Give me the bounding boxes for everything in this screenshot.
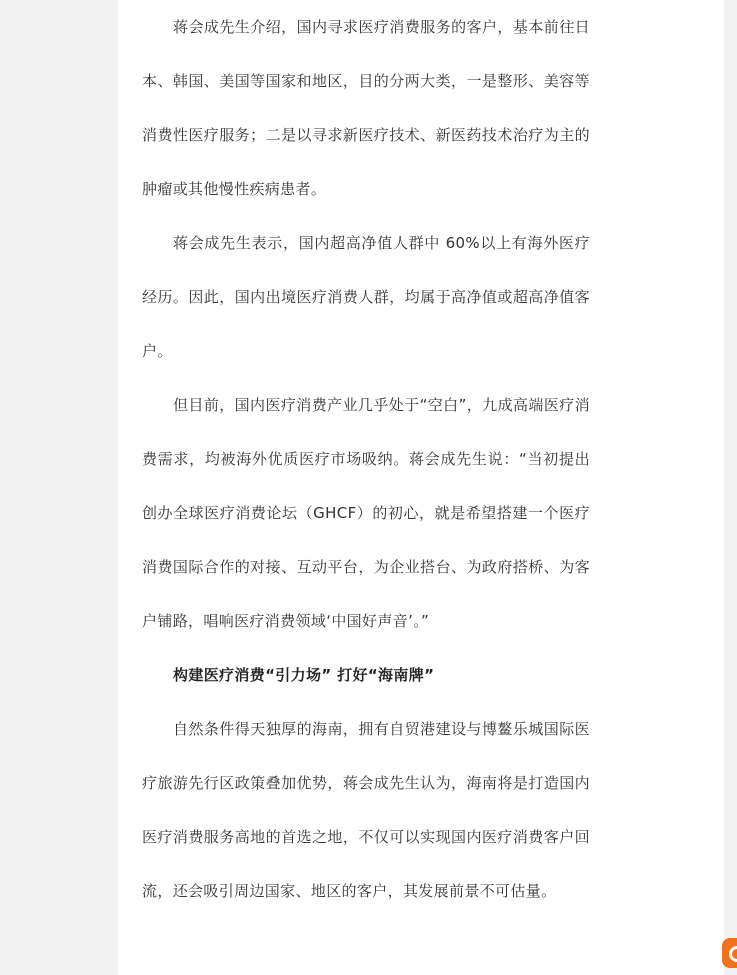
- article-body: [142, 0, 590, 918]
- floating-app-icon[interactable]: [722, 938, 737, 968]
- section-heading: 构建医疗消费“引力场” 打好“海南牌”: [173, 666, 435, 684]
- paragraph-2: 蒋会成先生表示，国内超高净值人群中 60%以上有海外医疗经历。因此，国内出境医疗消费人群，均属于高净值或超高净值客户。: [142, 234, 590, 360]
- paragraph-3: 但目前，国内医疗消费产业几乎处于“空白”，九成高端医疗消费需求，均被海外优质医疗市场吸纳。蒋会成先生说：“当初提出创办全球医疗消费论坛（GHCF）的初心，就是希望搭建一个医疗消费国际合作的对接、互动平台，为企业搭台、为政府搭桥、为客户铺路，唱响医疗消费领域‘中国好声音’。”: [142, 396, 590, 630]
- paragraph-1: 蒋会成先生介绍，国内寻求医疗消费服务的客户，基本前往日本、韩国、美国等国家和地区，目的分两大类，一是整形、美容等消费性医疗服务；二是以寻求新医疗技术、新医药技术治疗为主的肿瘤或其他慢性疾病患者。: [142, 18, 590, 198]
- paragraph-4: 自然条件得天独厚的海南，拥有自贸港建设与博鳌乐城国际医疗旅游先行区政策叠加优势，蒋会成先生认为，海南将是打造国内医疗消费服务高地的首选之地，不仅可以实现国内医疗消费客户回流，还会吸引周边国家、地区的客户，其发展前景不可估量。: [142, 720, 590, 900]
